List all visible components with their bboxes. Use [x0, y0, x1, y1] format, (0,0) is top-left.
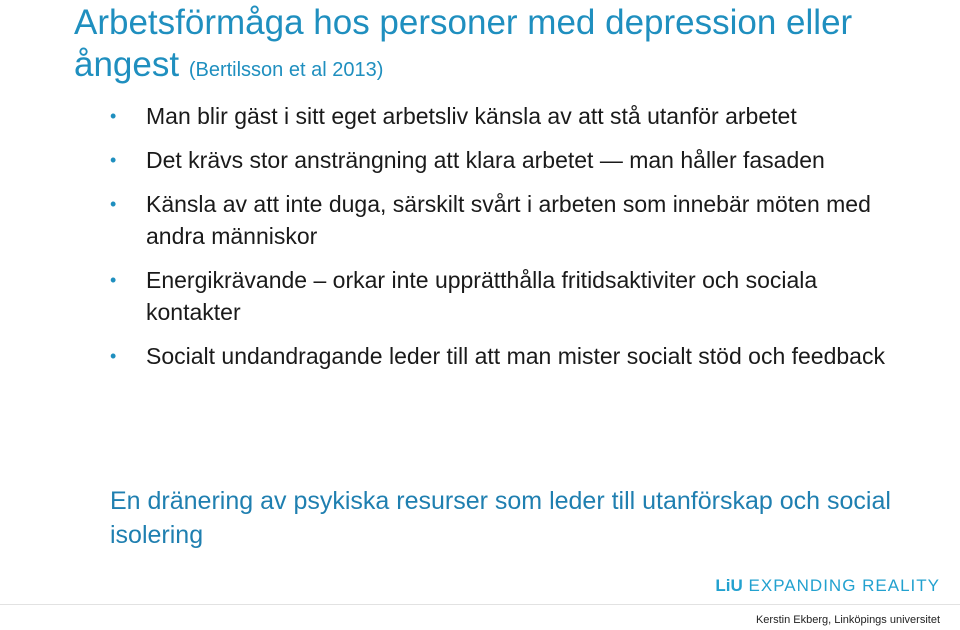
bullet-marker: • — [110, 270, 117, 290]
bullet-marker: • — [110, 194, 117, 214]
footer-credit: Kerstin Ekberg, Linköpings universitet — [755, 614, 940, 626]
slide-title — [74, 2, 944, 91]
bullet-marker: • — [110, 150, 117, 170]
bullet-text: Energikrävande – orkar inte upprätthålla fritidsaktiviter och sociala kontakter — [146, 267, 818, 325]
bullet-item — [110, 188, 910, 252]
conclusion-text: En dränering av psykiska resurser som leder till utanförskap och social isolering — [110, 487, 891, 549]
bullet-marker: • — [110, 106, 117, 126]
bullet-marker: • — [110, 346, 117, 366]
footer-divider — [0, 604, 960, 605]
slide-title-source: (Bertilsson et al 2013) — [188, 59, 384, 81]
bullet-item — [110, 264, 910, 328]
liu-logo — [715, 576, 940, 596]
bullet-item — [110, 340, 910, 372]
bullet-text: Man blir gäst i sitt eget arbetsliv känsla av att stå utanför arbetet — [146, 103, 797, 129]
bullet-text: Socialt undandragande leder till att man mister socialt stöd och feedback — [146, 343, 885, 369]
bullet-item — [110, 144, 910, 176]
bullet-list — [110, 100, 910, 384]
slide-title-text: Arbetsförmåga hos personer med depression eller ångest — [74, 3, 853, 84]
bullet-text: Det krävs stor ansträngning att klara arbetet — man håller fasaden — [146, 147, 825, 173]
bullet-text: Känsla av att inte duga, särskilt svårt i arbeten som innebär möten med andra människor — [146, 191, 871, 249]
bullet-item — [110, 100, 910, 132]
liu-logo-mark: LiU — [715, 576, 743, 595]
liu-logo-text: EXPANDING REALITY — [748, 576, 940, 595]
